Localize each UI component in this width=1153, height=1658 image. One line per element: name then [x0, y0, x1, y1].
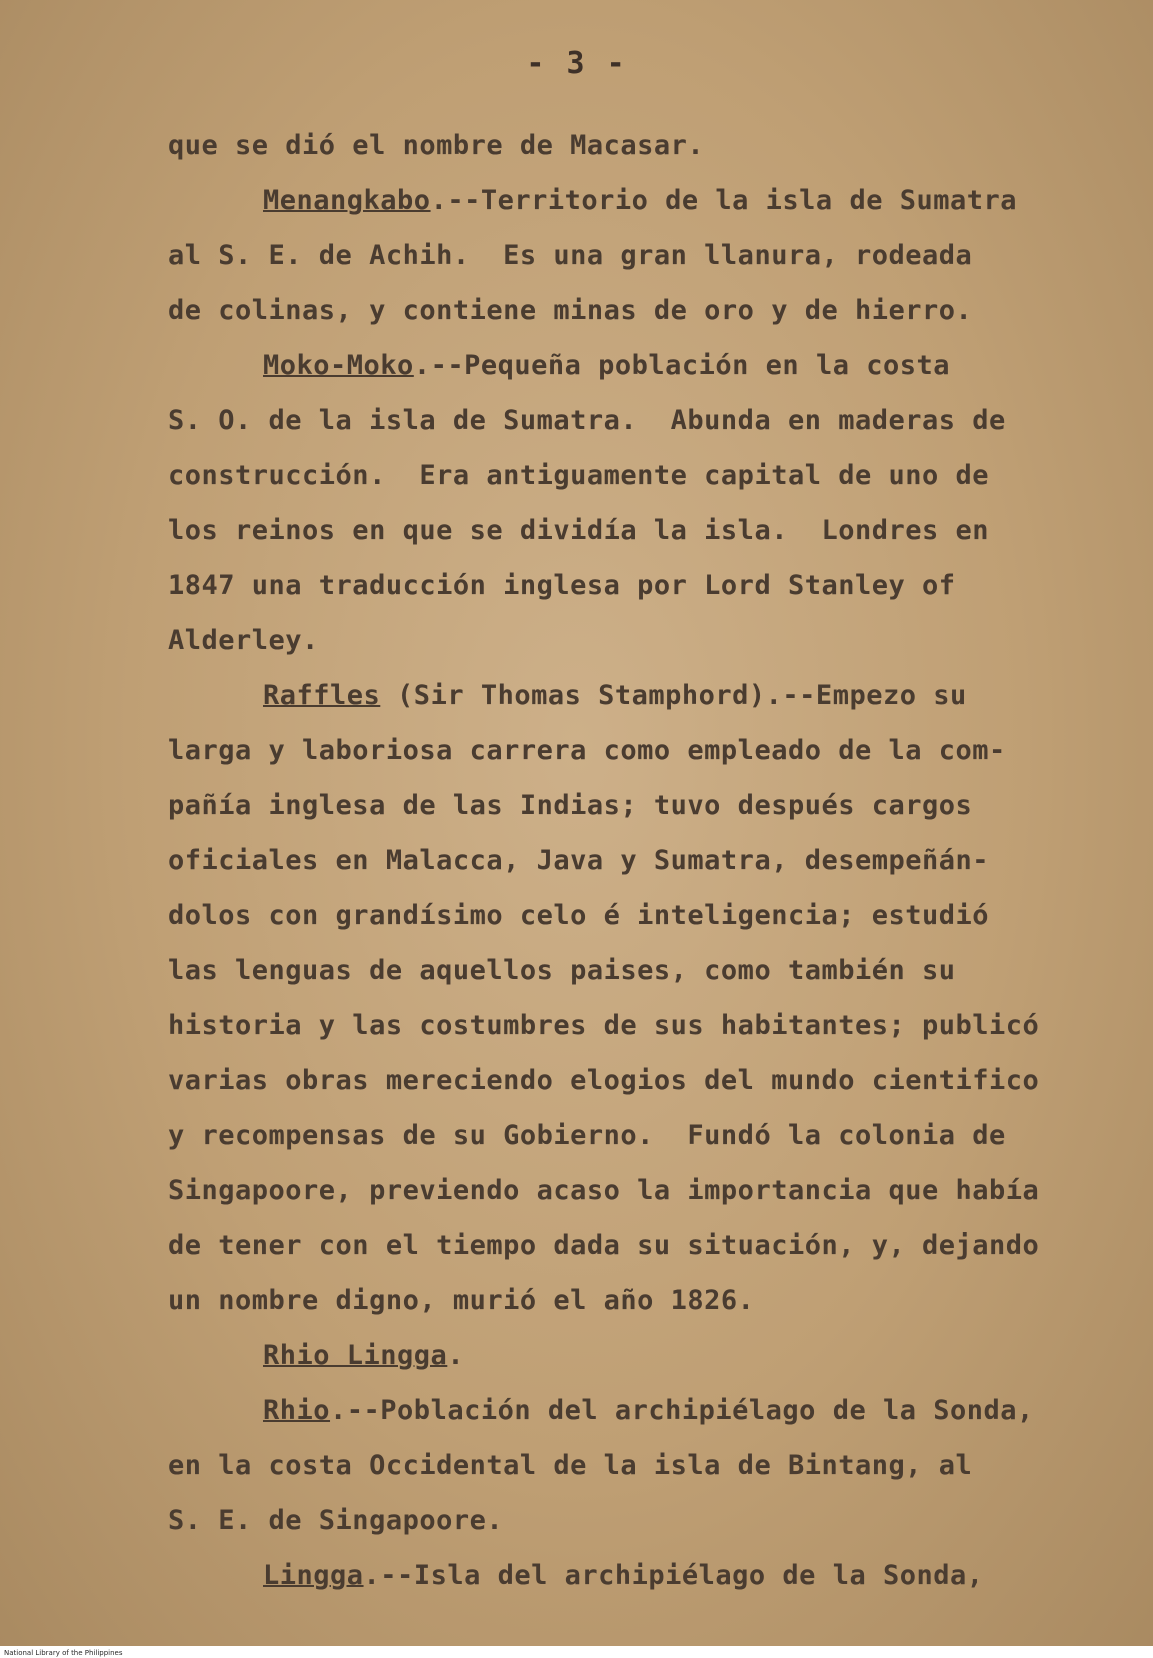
- text-line: Menangkabo.--Territorio de la isla de Sumatra: [263, 185, 1018, 216]
- text-line: construcción. Era antiguamente capital de uno de: [168, 460, 990, 491]
- text-line: S. E. de Singapoore.: [168, 1505, 504, 1536]
- text-line: en la costa Occidental de la isla de Bintang, al: [168, 1450, 973, 1481]
- text-line: Lingga.--Isla del archipiélago de la Sonda,: [263, 1560, 984, 1591]
- text-line: Rhio Lingga.: [263, 1340, 465, 1371]
- text-line: Moko-Moko.--Pequeña población en la costa: [263, 350, 950, 381]
- text-line: historia y las costumbres de sus habitantes; publicó: [168, 1010, 1040, 1041]
- text-line: y recompensas de su Gobierno. Fundó la colonia de: [168, 1120, 1006, 1151]
- library-credit: National Library of the Philippines: [4, 1649, 123, 1657]
- text-line: oficiales en Malacca, Java y Sumatra, desempeñán-: [168, 845, 990, 876]
- entry-heading: Lingga: [263, 1560, 364, 1591]
- section-heading: Rhio Lingga: [263, 1340, 448, 1371]
- text-line: dolos con grandísimo celo é inteligencia; estudió: [168, 900, 990, 931]
- text-line: que se dió el nombre de Macasar.: [168, 130, 705, 161]
- text-line: de tener con el tiempo dada su situación, y, dejando: [168, 1230, 1040, 1261]
- body-text: [168, 118, 1040, 1603]
- text-line: los reinos en que se dividía la isla. Londres en: [168, 515, 990, 546]
- entry-heading: Rhio: [263, 1395, 331, 1426]
- text-line: al S. E. de Achih. Es una gran llanura, rodeada: [168, 240, 973, 271]
- page-number: - 3 -: [526, 46, 627, 81]
- text-line: pañía inglesa de las Indias; tuvo después cargos: [168, 790, 973, 821]
- text-line: varias obras mereciendo elogios del mundo cientifico: [168, 1065, 1040, 1096]
- text-line: S. O. de la isla de Sumatra. Abunda en maderas de: [168, 405, 1006, 436]
- footer-strip: [0, 1646, 1153, 1658]
- text-line: de colinas, y contiene minas de oro y de hierro.: [168, 295, 973, 326]
- text-line: Alderley.: [168, 625, 319, 656]
- text-line: un nombre digno, murió el año 1826.: [168, 1285, 755, 1316]
- text-line: Singapoore, previendo acaso la importancia que había: [168, 1175, 1040, 1206]
- text-line: larga y laboriosa carrera como empleado de la com-: [168, 735, 1006, 766]
- entry-heading: Raffles: [263, 680, 381, 711]
- entry-heading: Menangkabo: [263, 185, 431, 216]
- text-line: Rhio.--Población del archipiélago de la Sonda,: [263, 1395, 1034, 1426]
- text-line: 1847 una traducción inglesa por Lord Stanley of: [168, 570, 956, 601]
- text-line: Raffles (Sir Thomas Stamphord).--Empezo su: [263, 680, 967, 711]
- entry-heading: Moko-Moko: [263, 350, 414, 381]
- text-line: las lenguas de aquellos paises, como también su: [168, 955, 956, 986]
